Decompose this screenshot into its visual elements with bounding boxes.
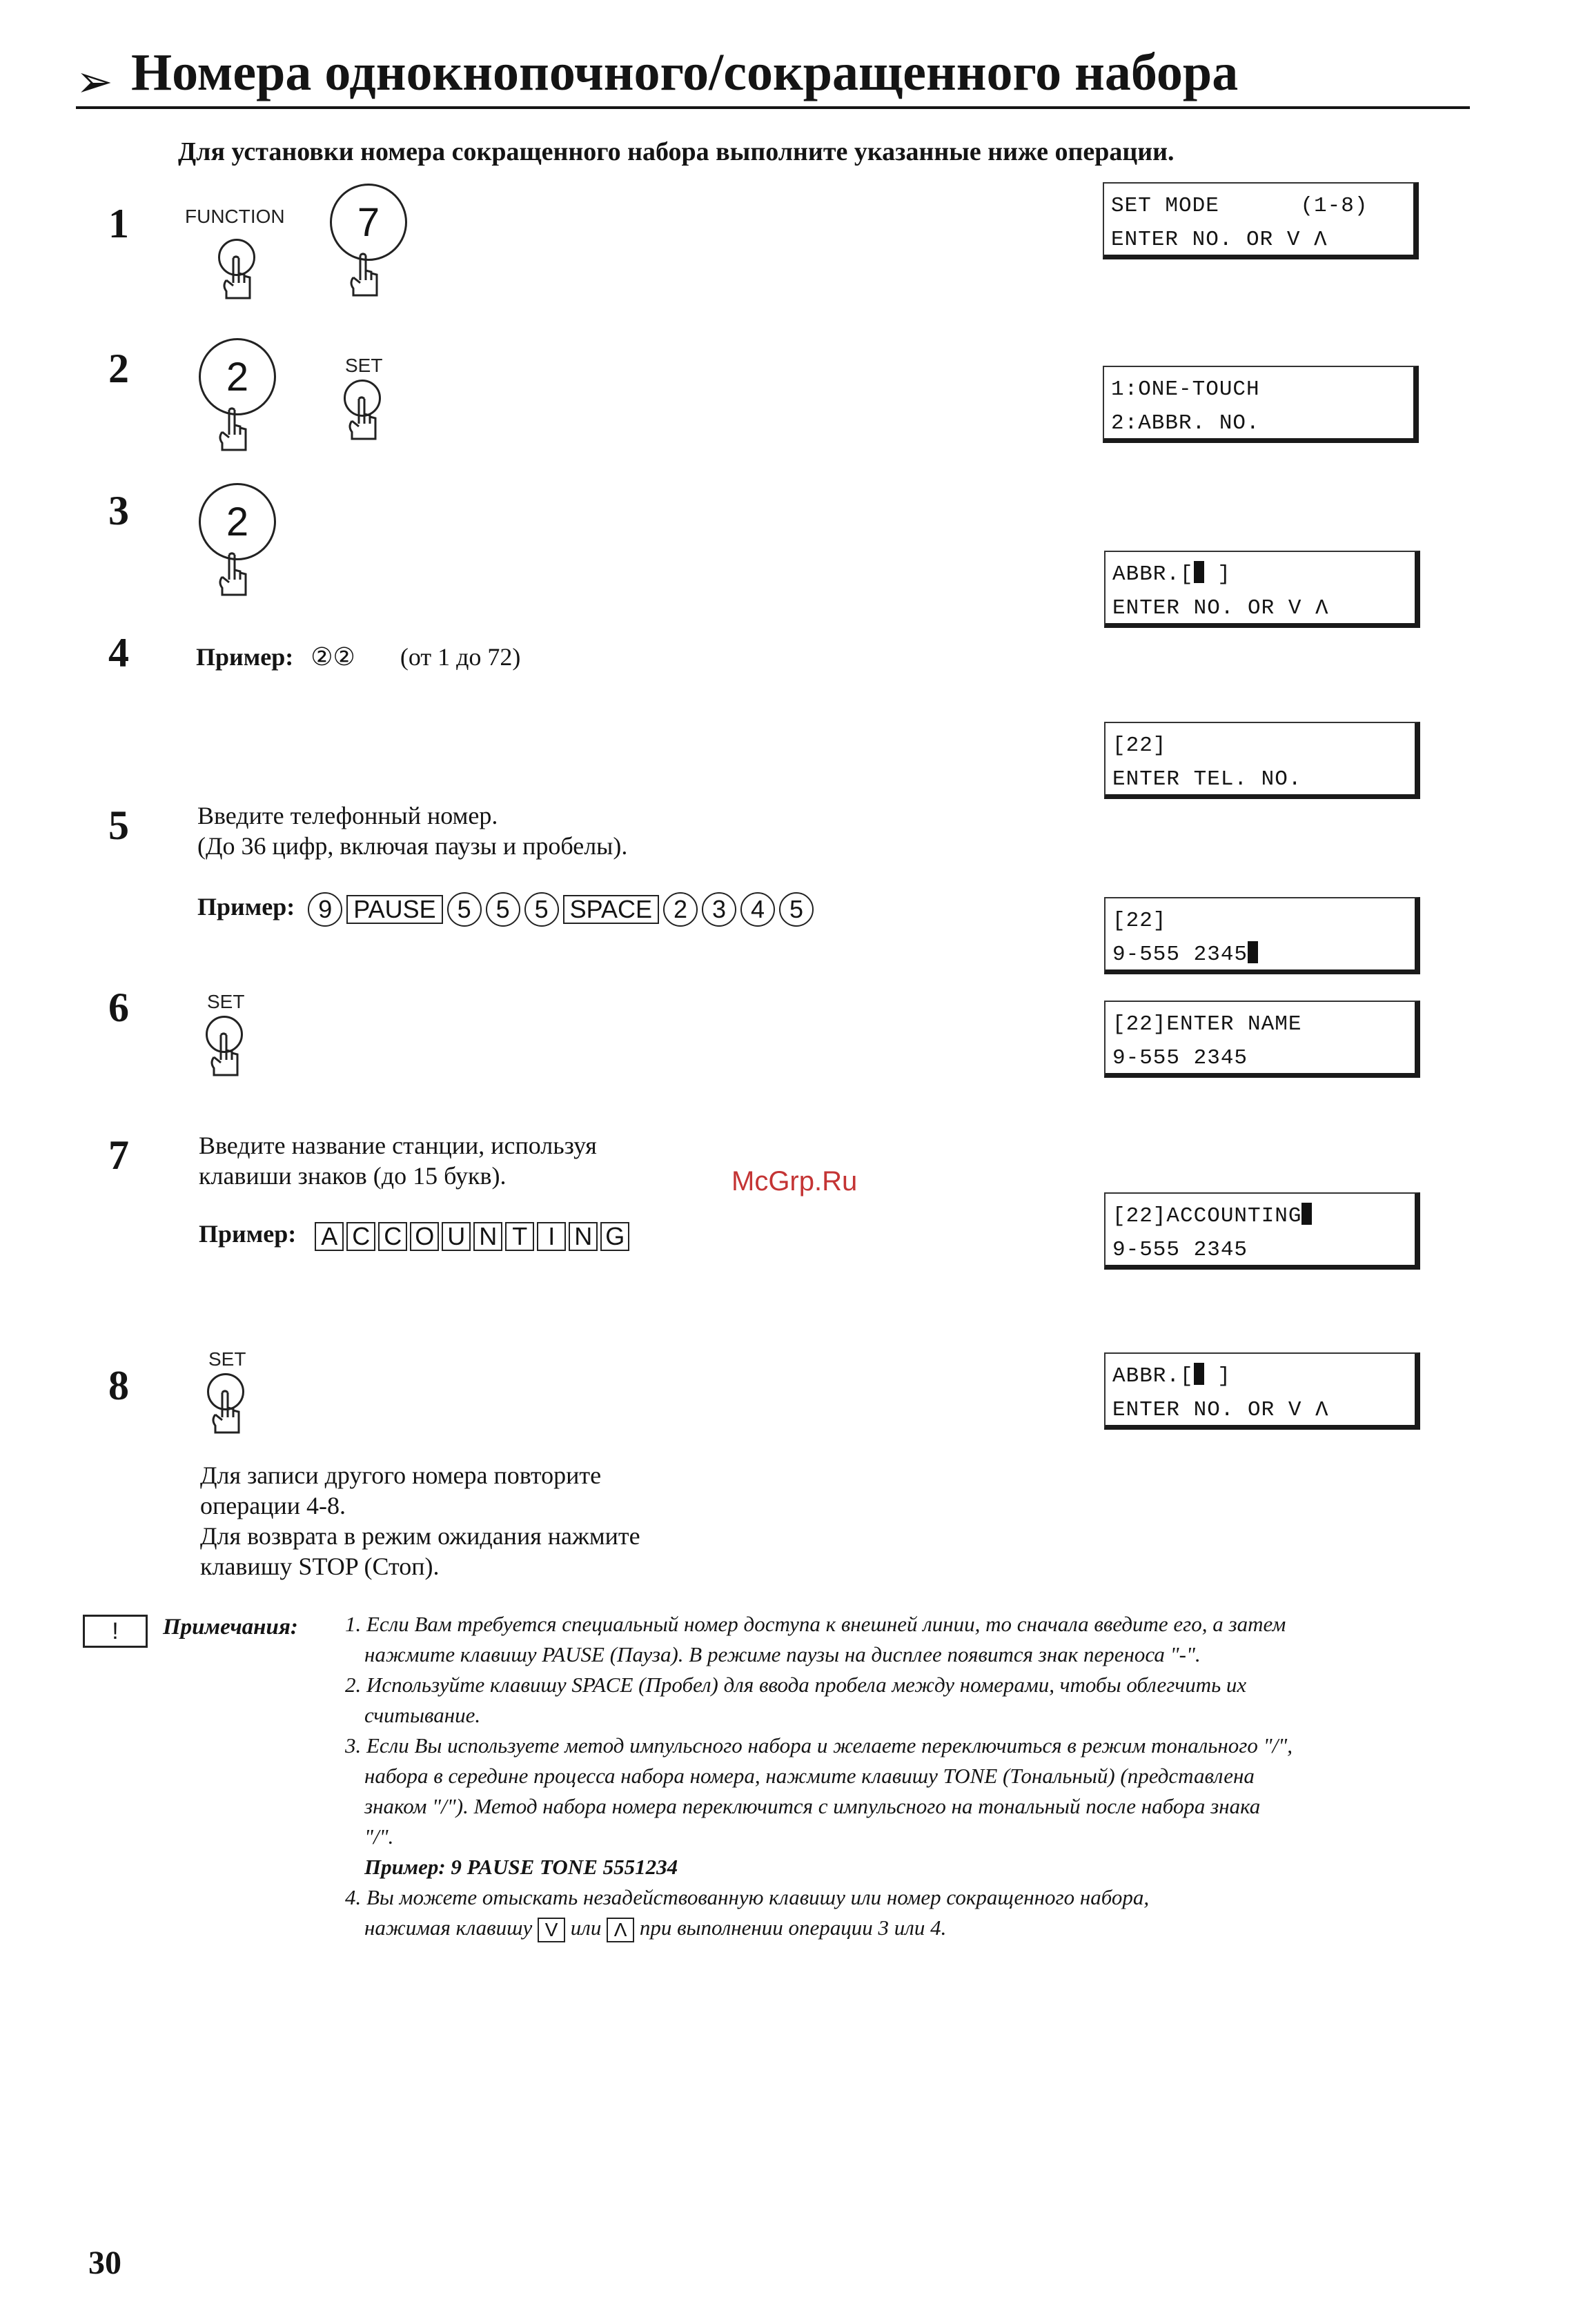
- arrow-bullet-icon: ➢: [76, 57, 113, 108]
- lcd-line: [22]ACCOUNTING: [1112, 1204, 1302, 1228]
- page-number: 30: [88, 2245, 121, 2281]
- step-7-line-1: Введите название станции, используя: [199, 1132, 597, 1159]
- note-4-line-1: 4. Вы можете отыскать незадействованную клавишу или номер сокращенного набора,: [345, 1885, 1150, 1909]
- key-4: 4: [740, 892, 775, 927]
- note-4-text: нажимая клавишу: [364, 1916, 533, 1940]
- cursor-block-icon: [1194, 1363, 1204, 1385]
- note-4-text: или: [570, 1916, 602, 1940]
- lcd-display: [1104, 1352, 1420, 1430]
- pointing-hand-icon: [213, 407, 254, 462]
- step-number: 2: [108, 346, 129, 391]
- step-8-line-3: Для возврата в режим ожидания нажмите: [200, 1522, 640, 1550]
- pointing-hand-icon: [213, 552, 254, 607]
- lcd-display: [1104, 1001, 1420, 1078]
- lcd-line: 9-555 2345: [1112, 1046, 1248, 1070]
- lcd-line: [22]: [1112, 733, 1167, 758]
- step-number: 6: [108, 985, 129, 1030]
- key-5: 5: [486, 892, 520, 927]
- digit-key[interactable]: 2: [199, 338, 276, 415]
- step-number: 4: [108, 630, 129, 676]
- lcd-line: ENTER NO. OR V Λ: [1112, 596, 1329, 620]
- note-2-line-1: 2. Используйте клавишу SPACE (Пробел) для ввода пробела между номерами, чтобы облегчить их: [345, 1673, 1247, 1697]
- key-5: 5: [447, 892, 482, 927]
- note-3-line-4: "/".: [364, 1824, 394, 1849]
- step-7-example: [199, 1219, 632, 1251]
- lcd-line: [22]: [1112, 909, 1167, 933]
- step-5-line-1: Введите телефонный номер.: [197, 802, 498, 829]
- step-number: 5: [108, 802, 129, 848]
- lcd-line: ENTER TEL. NO.: [1112, 767, 1302, 791]
- letter-key: I: [537, 1222, 566, 1251]
- lcd-display: [1104, 1192, 1420, 1270]
- range-text: (от 1 до 72): [400, 643, 521, 671]
- note-3-example: Пример: 9 PAUSE TONE 5551234: [364, 1855, 678, 1879]
- step-8-line-4: клавишу STOP (Стоп).: [200, 1553, 440, 1580]
- step-5-line-2: (До 36 цифр, включая паузы и пробелы).: [197, 832, 628, 860]
- example-label: Пример:: [199, 1220, 297, 1248]
- lcd-line-end: ]: [1203, 1364, 1231, 1388]
- lcd-line: SET MODE (1-8): [1111, 194, 1368, 218]
- lcd-display: [1103, 366, 1419, 443]
- step-number: 1: [108, 201, 129, 246]
- letter-key: A: [315, 1222, 344, 1251]
- digit-key[interactable]: 2: [199, 483, 276, 560]
- lcd-line: [22]ENTER NAME: [1112, 1012, 1302, 1036]
- lcd-display: [1104, 551, 1420, 628]
- space-key: SPACE: [563, 895, 659, 924]
- pause-key: PAUSE: [346, 895, 442, 924]
- pointing-hand-icon: [206, 1390, 247, 1445]
- lcd-display: [1104, 897, 1420, 974]
- key-5: 5: [779, 892, 814, 927]
- note-4-text: при выполнении операции 3 или 4.: [639, 1916, 947, 1940]
- letter-key: O: [410, 1222, 439, 1251]
- notes-warning-icon: !: [83, 1615, 148, 1648]
- lcd-line-end: ]: [1203, 562, 1231, 587]
- step-number: 7: [108, 1132, 129, 1178]
- step-4-example: [196, 642, 520, 673]
- lcd-line: ENTER NO. OR V Λ: [1111, 228, 1328, 252]
- note-3-line-1: 3. Если Вы используете метод импульсного набора и желаете переключиться в режим тонального "/",: [345, 1733, 1293, 1757]
- intro-text: Для установки номера сокращенного набора выполните указанные ниже операции.: [178, 137, 1175, 166]
- set-key-label: SET: [207, 991, 245, 1012]
- step-number: 8: [108, 1363, 129, 1408]
- key-5: 5: [524, 892, 559, 927]
- lcd-line: ABBR.[: [1112, 562, 1194, 587]
- watermark: McGrp.Ru: [731, 1166, 858, 1197]
- letter-key: C: [378, 1222, 407, 1251]
- pointing-hand-icon: [217, 255, 258, 311]
- example-label: Пример:: [196, 643, 294, 671]
- pointing-hand-icon: [344, 253, 385, 308]
- step-number: 3: [108, 488, 129, 533]
- example-keys: ②②: [311, 643, 355, 671]
- lcd-line: 9-555 2345: [1112, 1238, 1248, 1262]
- letter-key: G: [600, 1222, 629, 1251]
- letter-key: U: [442, 1222, 471, 1251]
- lcd-line: 2:ABBR. NO.: [1111, 411, 1260, 435]
- lcd-line: 9-555 2345: [1112, 943, 1248, 967]
- step-5-example: [197, 892, 818, 927]
- page-title-row: [76, 43, 1470, 109]
- letter-key: N: [473, 1222, 502, 1251]
- down-key-icon: V: [538, 1918, 565, 1942]
- step-8-line-1: Для записи другого номера повторите: [200, 1461, 602, 1489]
- set-key-label: SET: [208, 1348, 246, 1370]
- letter-key: T: [505, 1222, 534, 1251]
- cursor-block-icon: [1194, 561, 1204, 583]
- function-key-label: FUNCTION: [185, 206, 285, 227]
- note-2-line-2: считывание.: [364, 1703, 481, 1727]
- lcd-line: 1:ONE-TOUCH: [1111, 377, 1260, 402]
- step-8-line-2: операции 4-8.: [200, 1492, 346, 1519]
- step-7-line-2: клавиши знаков (до 15 букв).: [199, 1162, 507, 1190]
- key-3: 3: [702, 892, 736, 927]
- digit-key[interactable]: 7: [330, 184, 407, 261]
- lcd-line: ABBR.[: [1112, 1364, 1194, 1388]
- note-1-line-2: нажмите клавишу PAUSE (Пауза). В режиме паузы на дисплее появится знак переноса "-".: [364, 1642, 1201, 1666]
- lcd-display: [1104, 722, 1420, 799]
- note-4-line-2: [345, 1913, 1477, 1943]
- notes-label: Примечания:: [163, 1615, 298, 1639]
- page-title: Номера однокнопочного/сокращенного набора: [131, 43, 1239, 101]
- cursor-block-icon: [1301, 1203, 1312, 1225]
- pointing-hand-icon: [342, 396, 384, 451]
- pointing-hand-icon: [204, 1032, 246, 1087]
- letter-key: C: [346, 1222, 375, 1251]
- letter-key: N: [569, 1222, 598, 1251]
- key-2: 2: [663, 892, 698, 927]
- cursor-block-icon: [1248, 941, 1258, 963]
- up-key-icon: Λ: [607, 1918, 634, 1942]
- notes-body: [345, 1609, 1477, 1943]
- lcd-line: ENTER NO. OR V Λ: [1112, 1398, 1329, 1422]
- lcd-display: [1103, 182, 1419, 259]
- note-3-line-2: набора в середине процесса набора номера, нажмите клавишу TONE (Тональный) (представлена: [364, 1764, 1255, 1788]
- key-9: 9: [308, 892, 342, 927]
- example-label: Пример:: [197, 893, 295, 920]
- set-key-label: SET: [345, 355, 383, 376]
- note-1-line-1: 1. Если Вам требуется специальный номер доступа к внешней линии, то сначала введите его, а затем: [345, 1612, 1286, 1636]
- note-3-line-3: знаком "/"). Метод набора номера переключится с импульсного на тональный после набора знака: [364, 1794, 1261, 1818]
